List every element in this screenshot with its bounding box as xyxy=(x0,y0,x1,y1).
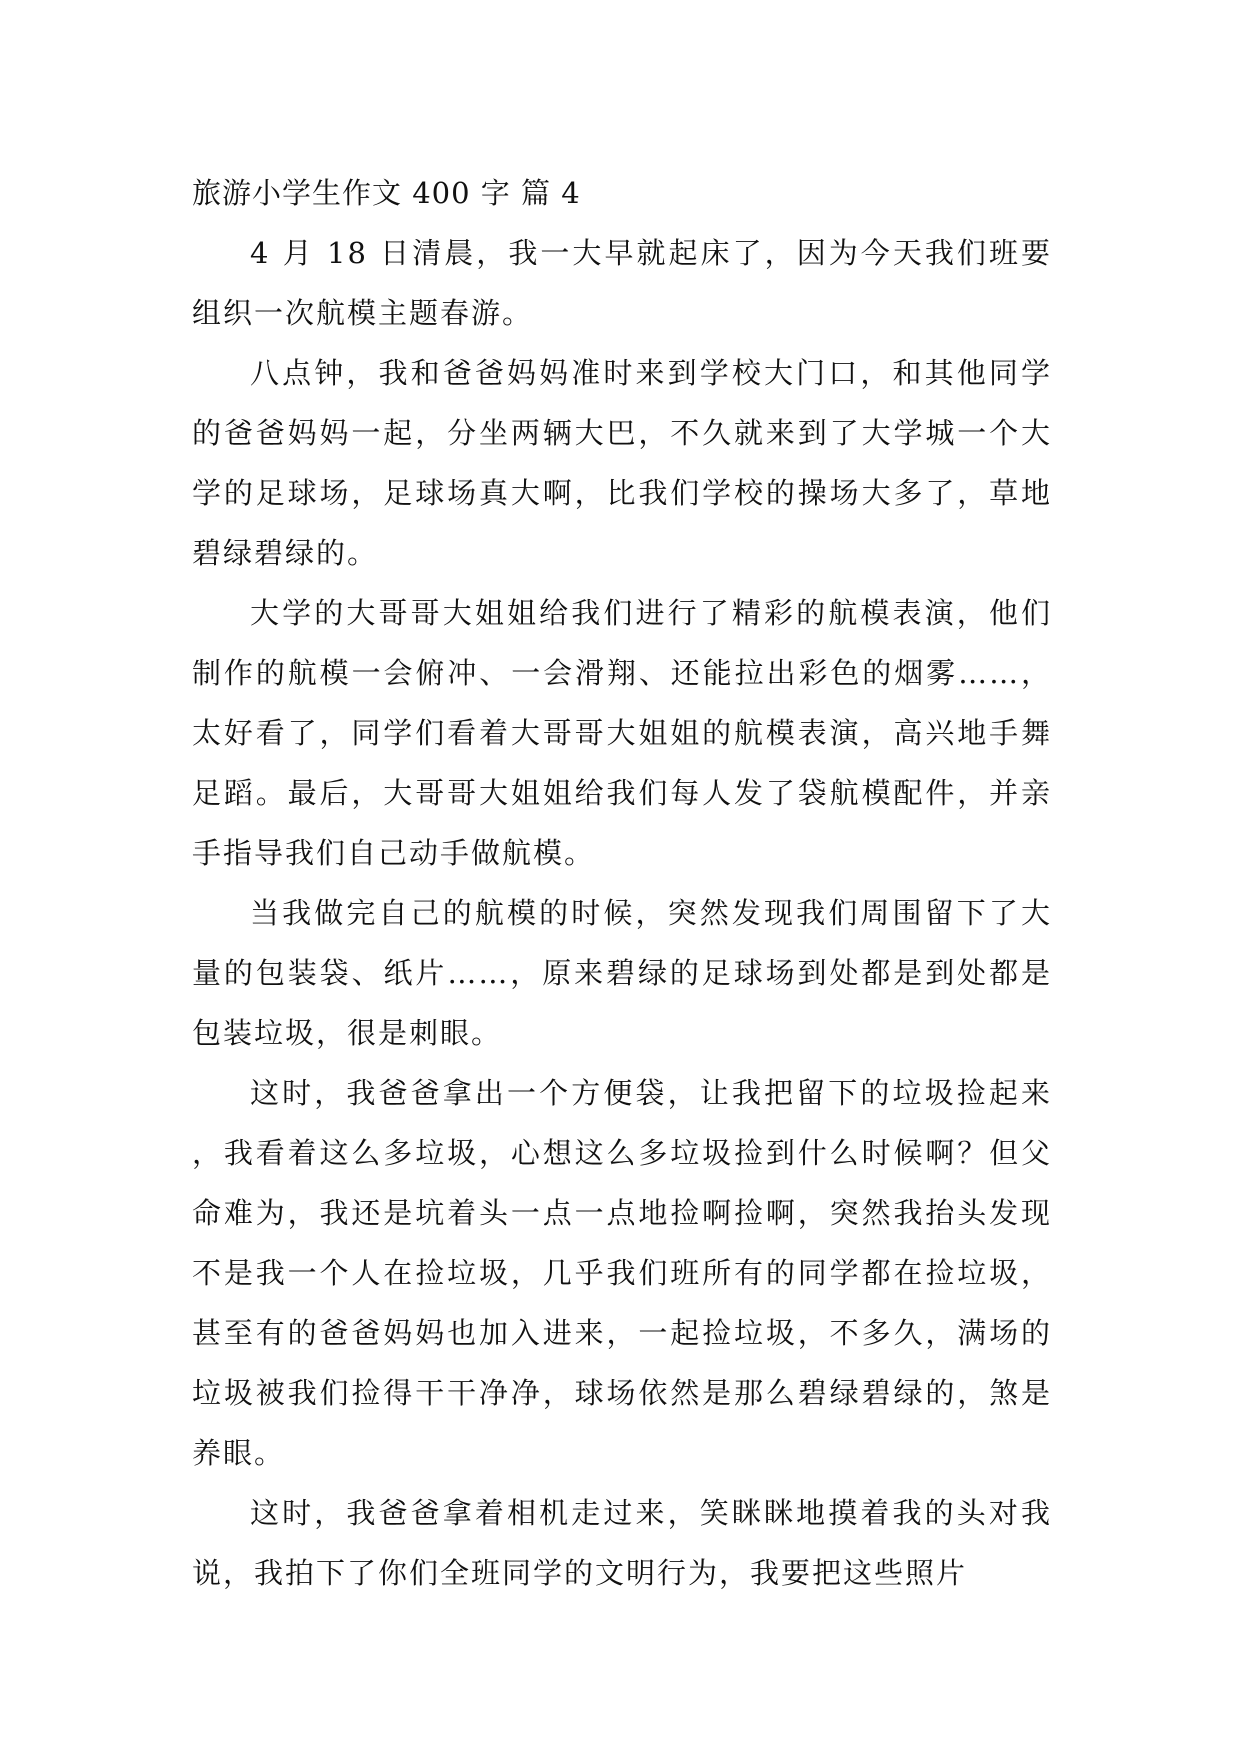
paragraph-4: 当我做完自己的航模的时候，突然发现我们周围留下了大量的包装袋、纸片……，原来碧绿的足球场到处都是到处都是包装垃圾，很是刺眼。 xyxy=(192,896,1052,1050)
paragraph-6: 这时，我爸爸拿着相机走过来，笑眯眯地摸着我的头对我说，我拍下了你们全班同学的文明行为，我要把这些照片 xyxy=(192,1496,1052,1590)
document-body xyxy=(192,163,1052,1603)
paragraph-2: 八点钟，我和爸爸妈妈准时来到学校大门口，和其他同学的爸爸妈妈一起，分坐两辆大巴，不久就来到了大学城一个大学的足球场，足球场真大啊，比我们学校的操场大多了，草地碧绿碧绿的。 xyxy=(192,356,1052,570)
document-title: 旅游小学生作文 400 字 篇 4 xyxy=(192,176,581,210)
paragraph-5: 这时，我爸爸拿出一个方便袋，让我把留下的垃圾捡起来，我看着这么多垃圾，心想这么多垃圾捡到什么时候啊？但父命难为，我还是坑着头一点一点地捡啊捡啊，突然我抬头发现不是我一个人在捡垃圾，几乎我们班所有的同学都在捡垃圾，甚至有的爸爸妈妈也加入进来，一起捡垃圾，不多久，满场的垃圾被我们捡得干干净净，球场依然是那么碧绿碧绿的，煞是养眼。 xyxy=(192,1076,1052,1470)
paragraph-1: 4 月 18 日清晨，我一大早就起床了，因为今天我们班要组织一次航模主题春游。 xyxy=(192,236,1052,330)
paragraph-3: 大学的大哥哥大姐姐给我们进行了精彩的航模表演，他们制作的航模一会俯冲、一会滑翔、还能拉出彩色的烟雾……，太好看了，同学们看着大哥哥大姐姐的航模表演，高兴地手舞足蹈。最后，大哥哥大姐姐给我们每人发了袋航模配件，并亲手指导我们自己动手做航模。 xyxy=(192,596,1052,870)
